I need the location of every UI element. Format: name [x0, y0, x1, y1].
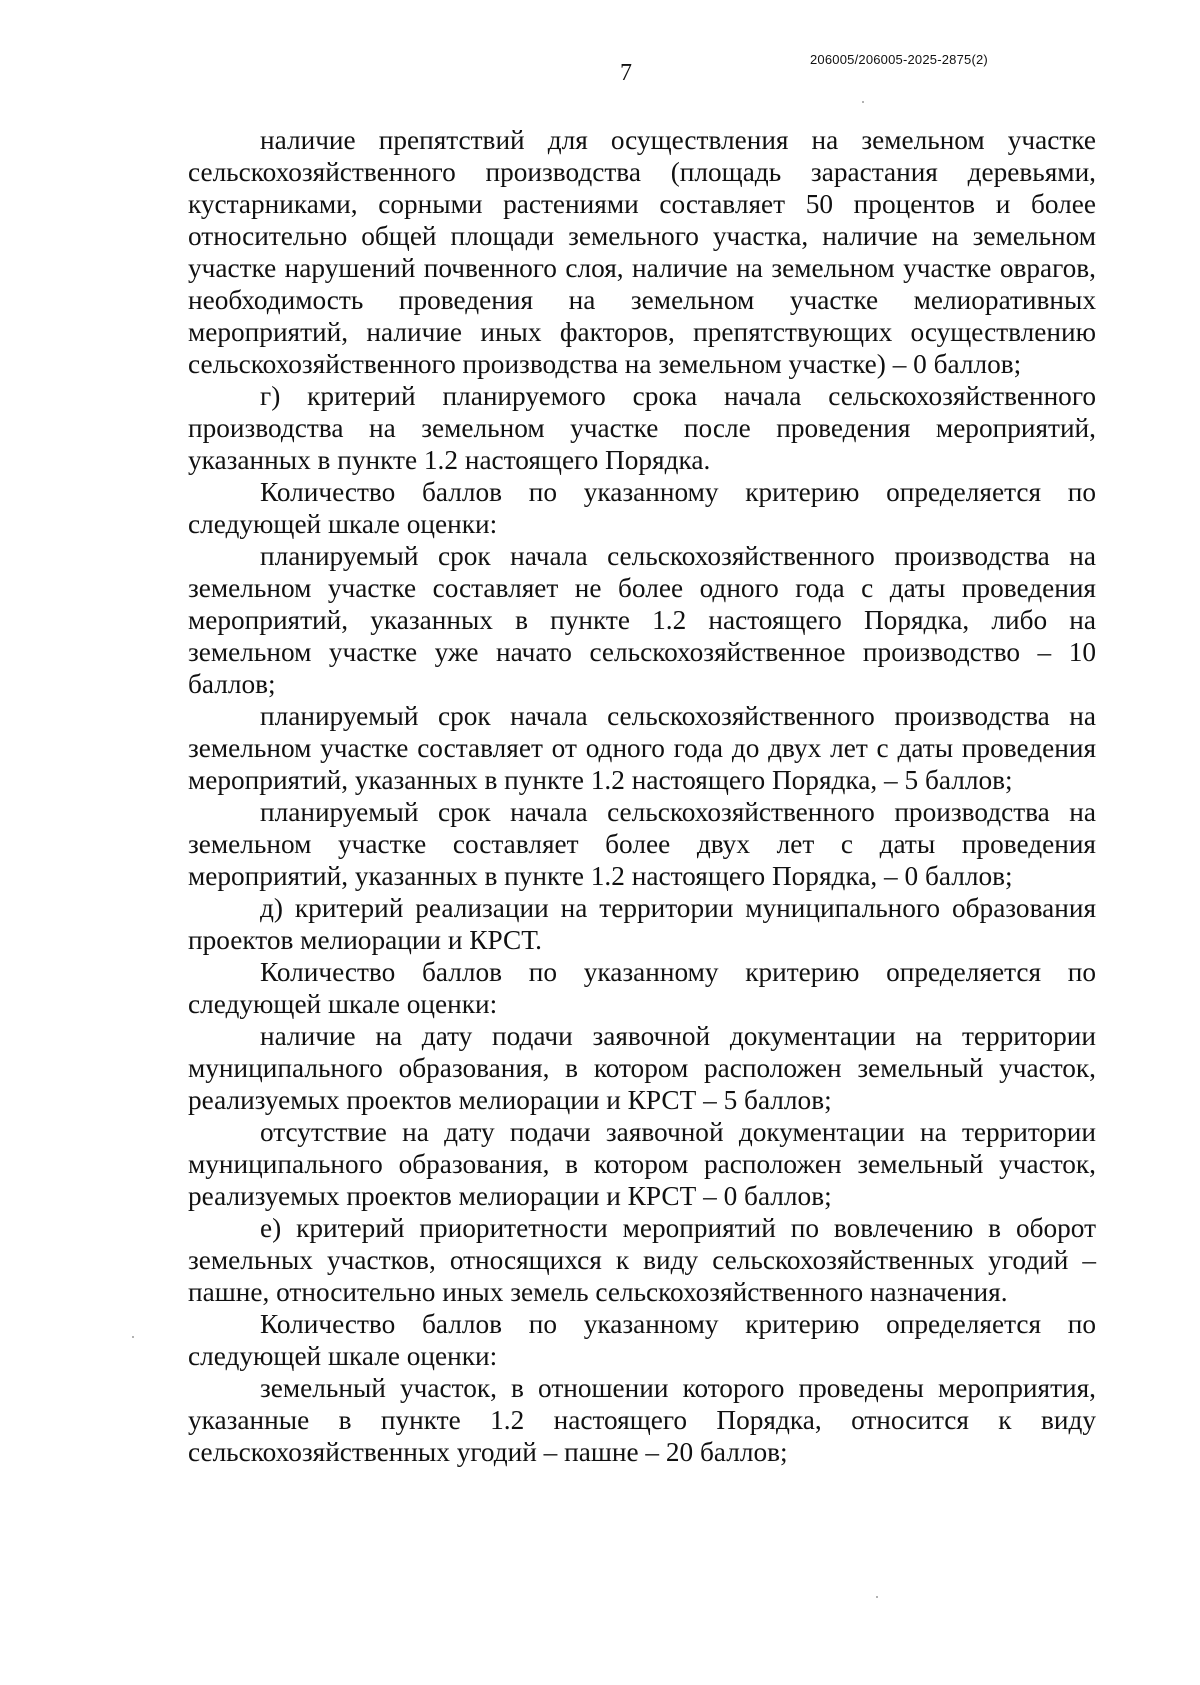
paragraph-criterion-e: е) критерий приоритетности мероприятий по вовлечению в оборот земельных участков, относящихся к виду сельскохозяйственных угодий – пашне, относительно иных земель сельскохозяйственного назначения.	[188, 1213, 1096, 1307]
paragraph-score-5: планируемый срок начала сельскохозяйственного производства на земельном участке составляет от одного года до двух лет с даты проведения мероприятий, указанных в пункте 1.2 настоящего Порядка, – 5 баллов;	[188, 701, 1096, 795]
scan-speck	[862, 101, 864, 103]
document-id: 206005/206005-2025-2875(2)	[810, 52, 988, 67]
paragraph-score-10: планируемый срок начала сельскохозяйственного производства на земельном участке составляет не более одного года с даты проведения мероприятий, указанных в пункте 1.2 настоящего Порядка, либо на земельном участке уже начато сельскохозяйственное производство – 10 баллов;	[188, 541, 1096, 699]
paragraph-projects-absent: отсутствие на дату подачи заявочной документации на территории муниципального образования, в котором расположен земельный участок, реализуемых проектов мелиорации и КРСТ – 0 баллов;	[188, 1117, 1096, 1211]
paragraph-score-scale-intro: Количество баллов по указанному критерию определяется по следующей шкале оценки:	[188, 477, 1096, 539]
paragraph-obstacles-criterion: наличие препятствий для осуществления на земельном участке сельскохозяйственного производства (площадь зарастания деревьями, кустарниками, сорными растениями составляет 50 процентов и более относительно общей площади земельного участка, наличие на земельном участке нарушений почвенного слоя, наличие на земельном участке оврагов, необходимость проведения на земельном участке мелиоративных мероприятий, наличие иных факторов, препятствующих осуществлению сельскохозяйственного производства на земельном участке) – 0 баллов;	[188, 125, 1096, 379]
scan-speck	[132, 1336, 134, 1338]
paragraph-arable-land-score: земельный участок, в отношении которого проведены мероприятия, указанные в пункте 1.2 настоящего Порядка, относится к виду сельскохозяйственных угодий – пашне – 20 баллов;	[188, 1373, 1096, 1467]
paragraph-criterion-g: г) критерий планируемого срока начала сельскохозяйственного производства на земельном участке после проведения мероприятий, указанных в пункте 1.2 настоящего Порядка.	[188, 381, 1096, 475]
scan-speck	[876, 1596, 878, 1598]
paragraph-score-scale-intro: Количество баллов по указанному критерию определяется по следующей шкале оценки:	[188, 957, 1096, 1019]
paragraph-score-scale-intro: Количество баллов по указанному критерию определяется по следующей шкале оценки:	[188, 1309, 1096, 1371]
paragraph-projects-present: наличие на дату подачи заявочной документации на территории муниципального образования, в котором расположен земельный участок, реализуемых проектов мелиорации и КРСТ – 5 баллов;	[188, 1021, 1096, 1115]
paragraph-score-0: планируемый срок начала сельскохозяйственного производства на земельном участке составляет более двух лет с даты проведения мероприятий, указанных в пункте 1.2 настоящего Порядка, – 0 баллов;	[188, 797, 1096, 891]
paragraph-criterion-d: д) критерий реализации на территории муниципального образования проектов мелиорации и КРСТ.	[188, 893, 1096, 955]
page-number: 7	[620, 60, 632, 86]
document-body	[188, 124, 1096, 1468]
